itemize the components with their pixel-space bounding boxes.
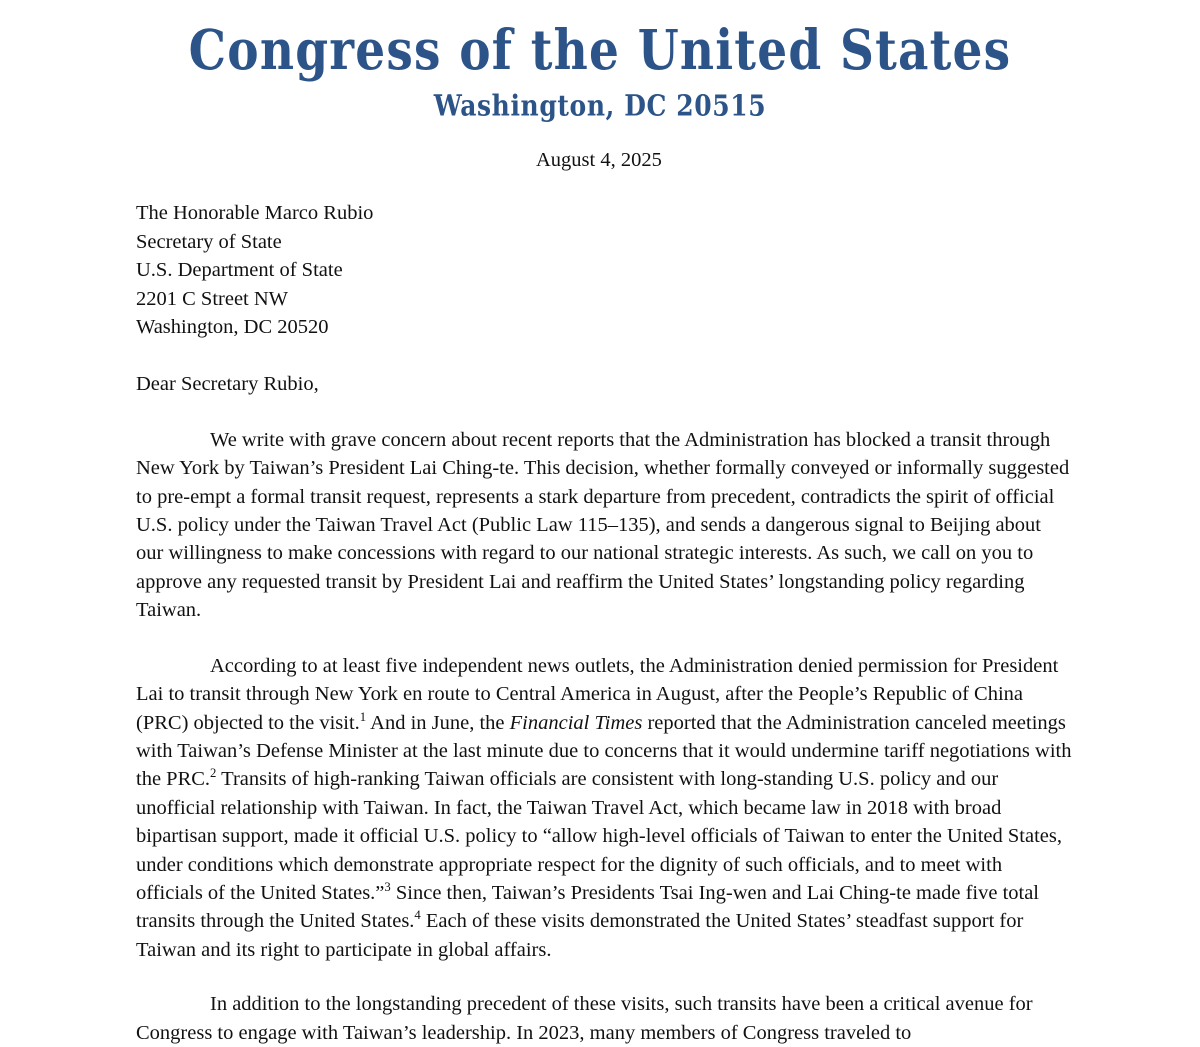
paragraph-2-segment-d: Transits of high-ranking Taiwan officials are consistent with long-standing U.S. policy and our unofficial relationship with Taiwan. In fact, the Taiwan Travel Act, which became law in 2018 with broad bipartisan support, made it official U.S. policy to “allow high-level officials of Taiwan to enter the United States, under conditions which demonstrate appropriate respect for the dignity of such officials, and to meet with officials of the United States.” (136, 768, 1062, 904)
letter-body (136, 146, 1072, 1047)
paragraph-2-segment-a: According to at least five independent news outlets, the Administration denied permission for President Lai to transit through New York en route to Central America in August, after the People’s Republic of China (PRC) objected to the visit. (136, 654, 1059, 734)
body-paragraph-2 (136, 652, 1072, 964)
letterhead (0, 0, 1200, 123)
body-paragraph-3: In addition to the longstanding precedent of these visits, such transits have been a critical avenue for Congress to engage with Taiwan’s leadership. In 2023, many members of Congress traveled to (136, 993, 1033, 1044)
date-line: August 4, 2025 (536, 149, 662, 171)
footnote-marker-4: 4 (414, 908, 421, 923)
recipient-line-agency: U.S. Department of State (136, 259, 343, 282)
footnote-marker-2: 2 (210, 766, 217, 781)
recipient-line-name: The Honorable Marco Rubio (136, 202, 374, 225)
salutation: Dear Secretary Rubio, (136, 373, 319, 396)
body-paragraph-1: We write with grave concern about recent reports that the Administration has blocked a transit through New York by Taiwan’s President Lai Ching-te. This decision, whether formally conveyed or informally suggested to pre-empt a formal transit request, represents a stark departure from precedent, contradicts the spirit of official U.S. policy under the Taiwan Travel Act (Public Law 115–135), and sends a dangerous signal to Beijing about our willingness to make concessions with regard to our national strategic interests. As such, we call on you to approve any requested transit by President Lai and reaffirm the United States’ longstanding policy regarding Taiwan. (136, 428, 1070, 622)
recipient-line-street: 2201 C Street NW (136, 287, 289, 310)
letterhead-title: Congress of the United States (188, 18, 1012, 84)
paragraph-2-segment-c: reported that the Administration canceled meetings with Taiwan’s Defense Minister at the last minute due to concerns that it would undermine tariff negotiations with the PRC. (136, 711, 1072, 791)
letterhead-subtitle: Washington, DC 20515 (433, 89, 767, 123)
paragraph-2-segment-e: Since then, Taiwan’s Presidents Tsai Ing-wen and Lai Ching-te made five total transits through the United States. (136, 881, 1039, 933)
paragraph-2-segment-f: Each of these visits demonstrated the United States’ steadfast support for Taiwan and its right to participate in global affairs. (136, 910, 1024, 961)
recipient-address-block (136, 199, 1072, 341)
publication-name-financial-times: Financial Times (509, 711, 643, 734)
paragraph-2-segment-b: And in June, the (366, 711, 510, 734)
recipient-line-title: Secretary of State (136, 230, 282, 253)
recipient-line-city: Washington, DC 20520 (136, 316, 329, 339)
footnote-marker-1: 1 (359, 709, 367, 724)
footnote-marker-3: 3 (384, 880, 391, 895)
